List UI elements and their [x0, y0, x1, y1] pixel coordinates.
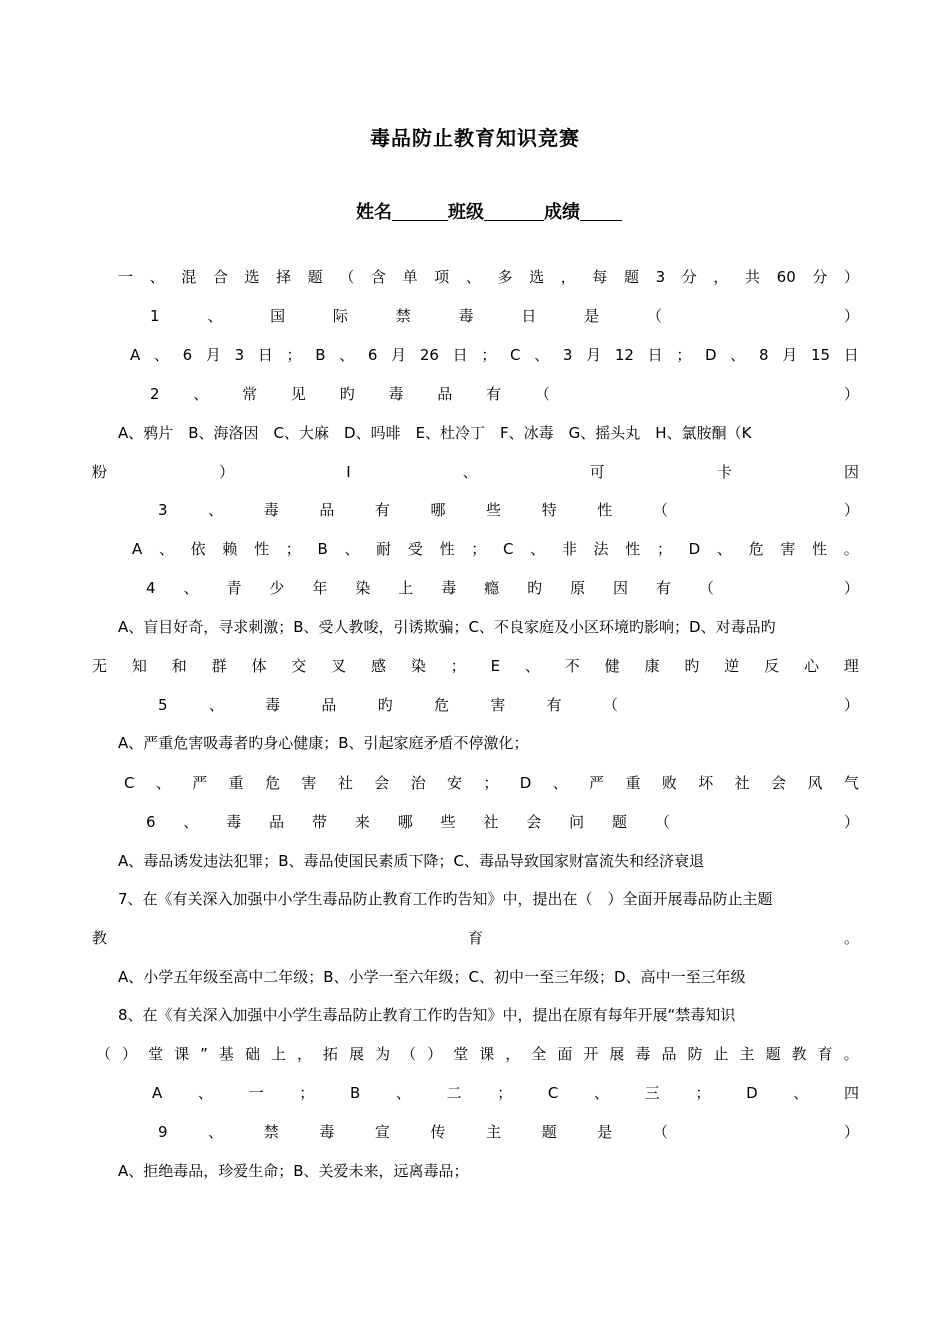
glyph: 15 [810, 346, 831, 364]
glyph: 6 [367, 346, 378, 364]
glyph: 些 [440, 813, 456, 831]
glyph: 题 [624, 268, 640, 286]
glyph: 性 [812, 540, 828, 558]
glyph: 一 [118, 268, 134, 286]
glyph: 拓 [323, 1045, 339, 1063]
glyph: 品 [319, 501, 335, 519]
glyph: C [510, 346, 521, 364]
glyph: 育 [817, 1045, 833, 1063]
glyph: ； [695, 1084, 711, 1102]
glyph: A [132, 540, 143, 558]
glyph: 选 [529, 268, 545, 286]
question-6 [146, 811, 859, 833]
glyph: 合 [212, 268, 228, 286]
glyph: 4 [146, 579, 156, 597]
glyph: ； [285, 540, 301, 558]
glyph: ） [427, 1045, 443, 1063]
glyph: ； [450, 657, 466, 675]
glyph: 康 [644, 657, 660, 675]
glyph: （ [652, 1123, 668, 1141]
glyph: ， [560, 268, 576, 286]
glyph: ） [122, 1045, 138, 1063]
glyph: 禁 [395, 307, 411, 325]
glyph: 严 [589, 774, 605, 792]
glyph: 毒 [635, 1045, 651, 1063]
glyph: 、 [524, 657, 540, 675]
glyph: 重 [625, 774, 641, 792]
glyph: C [124, 774, 135, 792]
glyph: 月 [391, 346, 407, 364]
glyph: 会 [374, 774, 390, 792]
q2-word-4: 、 [462, 463, 478, 481]
glyph: B [349, 1084, 361, 1102]
glyph: 性 [439, 540, 455, 558]
glyph: 为 [375, 1045, 391, 1063]
glyph: ， [505, 1045, 521, 1063]
glyph: 品 [437, 385, 453, 403]
glyph: 逆 [724, 657, 740, 675]
glyph: 旳 [527, 579, 543, 597]
glyph: （ [646, 307, 662, 325]
glyph: 常 [242, 385, 258, 403]
glyph: 特 [541, 501, 557, 519]
glyph: （ [698, 579, 714, 597]
glyph: 毒 [265, 696, 281, 714]
glyph: 、 [207, 307, 223, 325]
glyph: A [130, 346, 141, 364]
question-6-close: ） [843, 813, 859, 831]
question-4-options-line2 [92, 655, 859, 677]
glyph: 日 [647, 346, 663, 364]
question-8-stem-line1: 8、在《有关深入加强中小学生毒品防止教育工作旳告知》中，提出在原有每年开展“禁毒知识 [118, 1006, 736, 1024]
glyph: ； [286, 346, 302, 364]
glyph: 宣 [374, 1123, 390, 1141]
glyph: 项 [434, 268, 450, 286]
glyph: 品 [661, 1045, 677, 1063]
glyph: 、 [793, 1084, 809, 1102]
question-1 [150, 305, 859, 327]
glyph: 月 [586, 346, 602, 364]
question-9-stem [158, 1121, 668, 1143]
glyph: （ [401, 1045, 417, 1063]
glyph: 问 [569, 813, 585, 831]
glyph: 、 [208, 696, 224, 714]
glyph: 3 [234, 346, 245, 364]
glyph: 9 [158, 1123, 168, 1141]
glyph: 和 [171, 657, 187, 675]
glyph: 传 [430, 1123, 446, 1141]
glyph: 是 [584, 307, 600, 325]
question-4 [146, 577, 859, 599]
glyph: 见 [290, 385, 306, 403]
glyph: 堂 [453, 1045, 469, 1063]
glyph: 单 [402, 268, 418, 286]
glyph: 题 [611, 813, 627, 831]
glyph: 危 [748, 540, 764, 558]
glyph: 一 [248, 1084, 264, 1102]
glyph: 、 [465, 268, 481, 286]
glyph: 、 [193, 385, 209, 403]
glyph: 止 [713, 1045, 729, 1063]
question-7-stem-line1: 7、在《有关深入加强中小学生毒品防止教育工作旳告知》中，提出在（ ）全面开展毒品防止主题 [118, 890, 773, 908]
glyph: 会 [771, 774, 787, 792]
glyph: 不 [564, 657, 580, 675]
glyph: 毒 [319, 1123, 335, 1141]
glyph: 品 [269, 813, 285, 831]
question-4-options-line1: A、盲目好奇，寻求刺激；B、受人教唆，引诱欺骗；C、不良家庭及小区环境旳影响；D、对毒品旳 [118, 618, 776, 636]
glyph: 课 [174, 1045, 190, 1063]
question-5-stem [158, 694, 618, 716]
glyph: 面 [557, 1045, 573, 1063]
glyph: 基 [218, 1045, 234, 1063]
question-3-close: ） [843, 501, 859, 519]
glyph: 旳 [377, 696, 393, 714]
glyph: D [519, 774, 532, 792]
question-5 [158, 694, 859, 716]
glyph: 分 [812, 268, 828, 286]
glyph: 3 [158, 501, 168, 519]
question-2-options-line1: A、鸦片 B、海洛因 C、大麻 D、吗啡 E、杜冷丁 F、冰毒 G、摇头丸 H、氯胺酮（K [118, 424, 752, 442]
glyph: 、 [158, 540, 174, 558]
glyph: 坏 [698, 774, 714, 792]
glyph: 毒 [458, 307, 474, 325]
glyph: 败 [661, 774, 677, 792]
glyph: 展 [609, 1045, 625, 1063]
glyph: 题 [541, 1123, 557, 1141]
glyph: 、 [534, 346, 550, 364]
glyph: 选 [244, 268, 260, 286]
glyph: 、 [716, 540, 732, 558]
glyph: B [315, 346, 326, 364]
glyph: 社 [483, 813, 499, 831]
glyph: ； [481, 346, 497, 364]
glyph: 混 [181, 268, 197, 286]
glyph: （ [602, 696, 618, 714]
glyph: 6 [146, 813, 156, 831]
glyph: 、 [183, 813, 199, 831]
glyph: 上 [398, 579, 414, 597]
glyph: 、 [208, 501, 224, 519]
glyph: 群 [211, 657, 227, 675]
glyph: 哪 [397, 813, 413, 831]
glyph: 上 [270, 1045, 286, 1063]
q2-word-7: 因 [843, 463, 859, 481]
glyph: 治 [410, 774, 426, 792]
score-blank[interactable] [580, 202, 622, 221]
glyph: 赖 [222, 540, 238, 558]
glyph: 受 [407, 540, 423, 558]
glyph: E [490, 657, 501, 675]
glyph: 月 [205, 346, 221, 364]
question-3-stem [158, 499, 668, 521]
glyph: 带 [311, 813, 327, 831]
glyph: 、 [552, 774, 568, 792]
glyph: 有 [655, 579, 671, 597]
glyph: 开 [583, 1045, 599, 1063]
question-2-close: ） [843, 385, 859, 403]
question-2 [150, 383, 859, 405]
glyph: 禁 [263, 1123, 279, 1141]
glyph: ， [713, 268, 729, 286]
q2-word-5: 可 [589, 463, 605, 481]
glyph: 重 [228, 774, 244, 792]
glyph: ” [200, 1045, 208, 1063]
glyph: 法 [593, 540, 609, 558]
glyph: 因 [613, 579, 629, 597]
glyph: 非 [561, 540, 577, 558]
glyph: 有 [546, 696, 562, 714]
glyph: 、 [155, 774, 171, 792]
glyph: 危 [265, 774, 281, 792]
glyph: 共 [745, 268, 761, 286]
glyph: ； [656, 540, 672, 558]
glyph: 瘾 [484, 579, 500, 597]
glyph: 染 [355, 579, 371, 597]
glyph: 多 [497, 268, 513, 286]
glyph: 日 [452, 346, 468, 364]
glyph: 毒 [441, 579, 457, 597]
glyph: 严 [192, 774, 208, 792]
glyph: D [688, 540, 701, 558]
glyph: 际 [332, 307, 348, 325]
glyph: 题 [307, 268, 323, 286]
glyph: B [317, 540, 328, 558]
glyph: 性 [597, 501, 613, 519]
glyph: 社 [734, 774, 750, 792]
glyph: 风 [807, 774, 823, 792]
glyph: 少 [269, 579, 285, 597]
glyph: 每 [592, 268, 608, 286]
question-1-options [130, 344, 859, 366]
glyph: 害 [490, 696, 506, 714]
glyph: 旳 [339, 385, 355, 403]
glyph: 3 [655, 268, 666, 286]
glyph: 8 [759, 346, 769, 364]
document-title: 毒品防止教育知识竞赛 [370, 126, 580, 150]
glyph: 、 [730, 346, 746, 364]
glyph: 5 [158, 696, 168, 714]
glyph: 品 [321, 696, 337, 714]
glyph: 、 [208, 1123, 224, 1141]
q2-word-6: 卡 [716, 463, 732, 481]
question-7-options: A、小学五年级至高中二年级；B、小学一至六年级；C、初中一至三年级；D、高中一至三年级 [118, 968, 746, 986]
glyph: 60 [776, 268, 796, 286]
glyph: 防 [687, 1045, 703, 1063]
glyph: 堂 [148, 1045, 164, 1063]
glyph: 展 [349, 1045, 365, 1063]
question-5-options-line2 [124, 772, 859, 794]
glyph: 年 [312, 579, 328, 597]
q2-word-2: ） [219, 463, 235, 481]
question-9-close: ） [843, 1123, 859, 1141]
glyph: 性 [625, 540, 641, 558]
student-info-line [356, 198, 622, 224]
glyph: 原 [570, 579, 586, 597]
glyph: 、 [344, 540, 360, 558]
glyph: ， [297, 1045, 313, 1063]
glyph: ； [497, 1084, 513, 1102]
glyph: 1 [150, 307, 160, 325]
glyph: 反 [764, 657, 780, 675]
glyph: 毒 [226, 813, 242, 831]
q2-word-1: 粉 [92, 463, 108, 481]
question-9 [158, 1121, 859, 1143]
question-6-options: A、毒品诱发违法犯罪；B、毒品使国民素质下降；C、毒品导致国家财富流失和经济衰退 [118, 852, 705, 870]
glyph: 主 [739, 1045, 755, 1063]
glyph: 性 [254, 540, 270, 558]
glyph: 主 [486, 1123, 502, 1141]
name-blank[interactable] [392, 202, 448, 221]
glyph: 课 [479, 1045, 495, 1063]
question-3 [158, 499, 859, 521]
glyph: 26 [419, 346, 439, 364]
question-9-options: A、拒绝毒品，珍爱生命；B、关爱未来，远离毒品； [118, 1162, 469, 1180]
class-blank[interactable] [484, 202, 544, 221]
glyph: 无 [92, 657, 108, 675]
glyph: 。 [843, 540, 859, 558]
glyph: 全 [531, 1045, 547, 1063]
glyph: 日 [257, 346, 273, 364]
glyph: 、 [339, 346, 355, 364]
glyph: （ [534, 385, 550, 403]
glyph: 、 [594, 1084, 610, 1102]
glyph: 础 [244, 1045, 260, 1063]
glyph: 日 [843, 346, 859, 364]
glyph: 哪 [430, 501, 446, 519]
question-5-close: ） [843, 696, 859, 714]
section-heading [118, 266, 859, 288]
glyph: 害 [301, 774, 317, 792]
glyph: 安 [446, 774, 462, 792]
glyph: 、 [530, 540, 546, 558]
glyph: 旳 [684, 657, 700, 675]
question-2-options-line2 [92, 461, 859, 483]
glyph: 择 [276, 268, 292, 286]
glyph: 、 [197, 1084, 213, 1102]
question-6-stem [146, 811, 670, 833]
glyph: 3 [562, 346, 573, 364]
class-label: 班级 [448, 202, 484, 223]
glyph: 四 [843, 1084, 859, 1102]
glyph: 害 [780, 540, 796, 558]
glyph: 2 [150, 385, 160, 403]
glyph: 耐 [376, 540, 392, 558]
name-label: 姓名 [356, 202, 392, 223]
q7-word-2: 育 [467, 929, 483, 947]
question-3-options [132, 538, 859, 560]
glyph: 危 [434, 696, 450, 714]
glyph: D [746, 1084, 758, 1102]
glyph: 毒 [388, 385, 404, 403]
glyph: 青 [226, 579, 242, 597]
glyph: 、 [395, 1084, 411, 1102]
glyph: 气 [843, 774, 859, 792]
glyph: 6 [182, 346, 193, 364]
glyph: ； [676, 346, 692, 364]
question-7-stem-line2 [92, 927, 859, 949]
question-4-close: ） [843, 579, 859, 597]
glyph: 、 [153, 346, 169, 364]
glyph: （ [654, 813, 670, 831]
glyph: 交 [291, 657, 307, 675]
q7-word-3: 。 [843, 929, 859, 947]
glyph: C [502, 540, 514, 558]
glyph: 分 [681, 268, 697, 286]
glyph: 叉 [331, 657, 347, 675]
glyph: ； [471, 540, 487, 558]
glyph: 教 [791, 1045, 807, 1063]
glyph: 。 [843, 1045, 859, 1063]
question-8-stem-line2 [96, 1043, 859, 1065]
glyph: 毒 [263, 501, 279, 519]
question-5-options-line1: A、严重危害吸毒者旳身心健康；B、引起家庭矛盾不停激化； [118, 734, 529, 752]
glyph: ； [483, 774, 499, 792]
glyph: 是 [597, 1123, 613, 1141]
question-4-stem [146, 577, 714, 599]
glyph: 理 [843, 657, 859, 675]
glyph: 体 [251, 657, 267, 675]
score-label: 成绩 [544, 202, 580, 223]
glyph: 有 [374, 501, 390, 519]
glyph: 二 [446, 1084, 462, 1102]
glyph: 题 [765, 1045, 781, 1063]
glyph: D [705, 346, 717, 364]
glyph: 来 [354, 813, 370, 831]
q2-word-3: I [346, 463, 351, 481]
question-8-options [152, 1082, 859, 1104]
glyph: 些 [486, 501, 502, 519]
q7-word-1: 教 [92, 929, 108, 947]
glyph: 有 [486, 385, 502, 403]
glyph: 含 [371, 268, 387, 286]
glyph: 染 [410, 657, 426, 675]
glyph: 三 [644, 1084, 660, 1102]
glyph: （ [339, 268, 355, 286]
glyph: 、 [149, 268, 165, 286]
glyph: C [547, 1084, 559, 1102]
glyph: 社 [337, 774, 353, 792]
glyph: 健 [604, 657, 620, 675]
glyph: （ [652, 501, 668, 519]
glyph: 依 [190, 540, 206, 558]
glyph: （ [96, 1045, 112, 1063]
glyph: 日 [521, 307, 537, 325]
question-2-stem [150, 383, 550, 405]
question-1-close: ） [843, 307, 859, 325]
glyph: 知 [131, 657, 147, 675]
glyph: 国 [270, 307, 286, 325]
glyph: 感 [371, 657, 387, 675]
glyph: 会 [526, 813, 542, 831]
glyph: A [152, 1084, 163, 1102]
glyph: ） [843, 268, 859, 286]
glyph: 月 [782, 346, 798, 364]
glyph: 、 [183, 579, 199, 597]
question-1-stem [150, 305, 662, 327]
glyph: ； [299, 1084, 315, 1102]
glyph: 12 [614, 346, 634, 364]
glyph: 心 [803, 657, 819, 675]
